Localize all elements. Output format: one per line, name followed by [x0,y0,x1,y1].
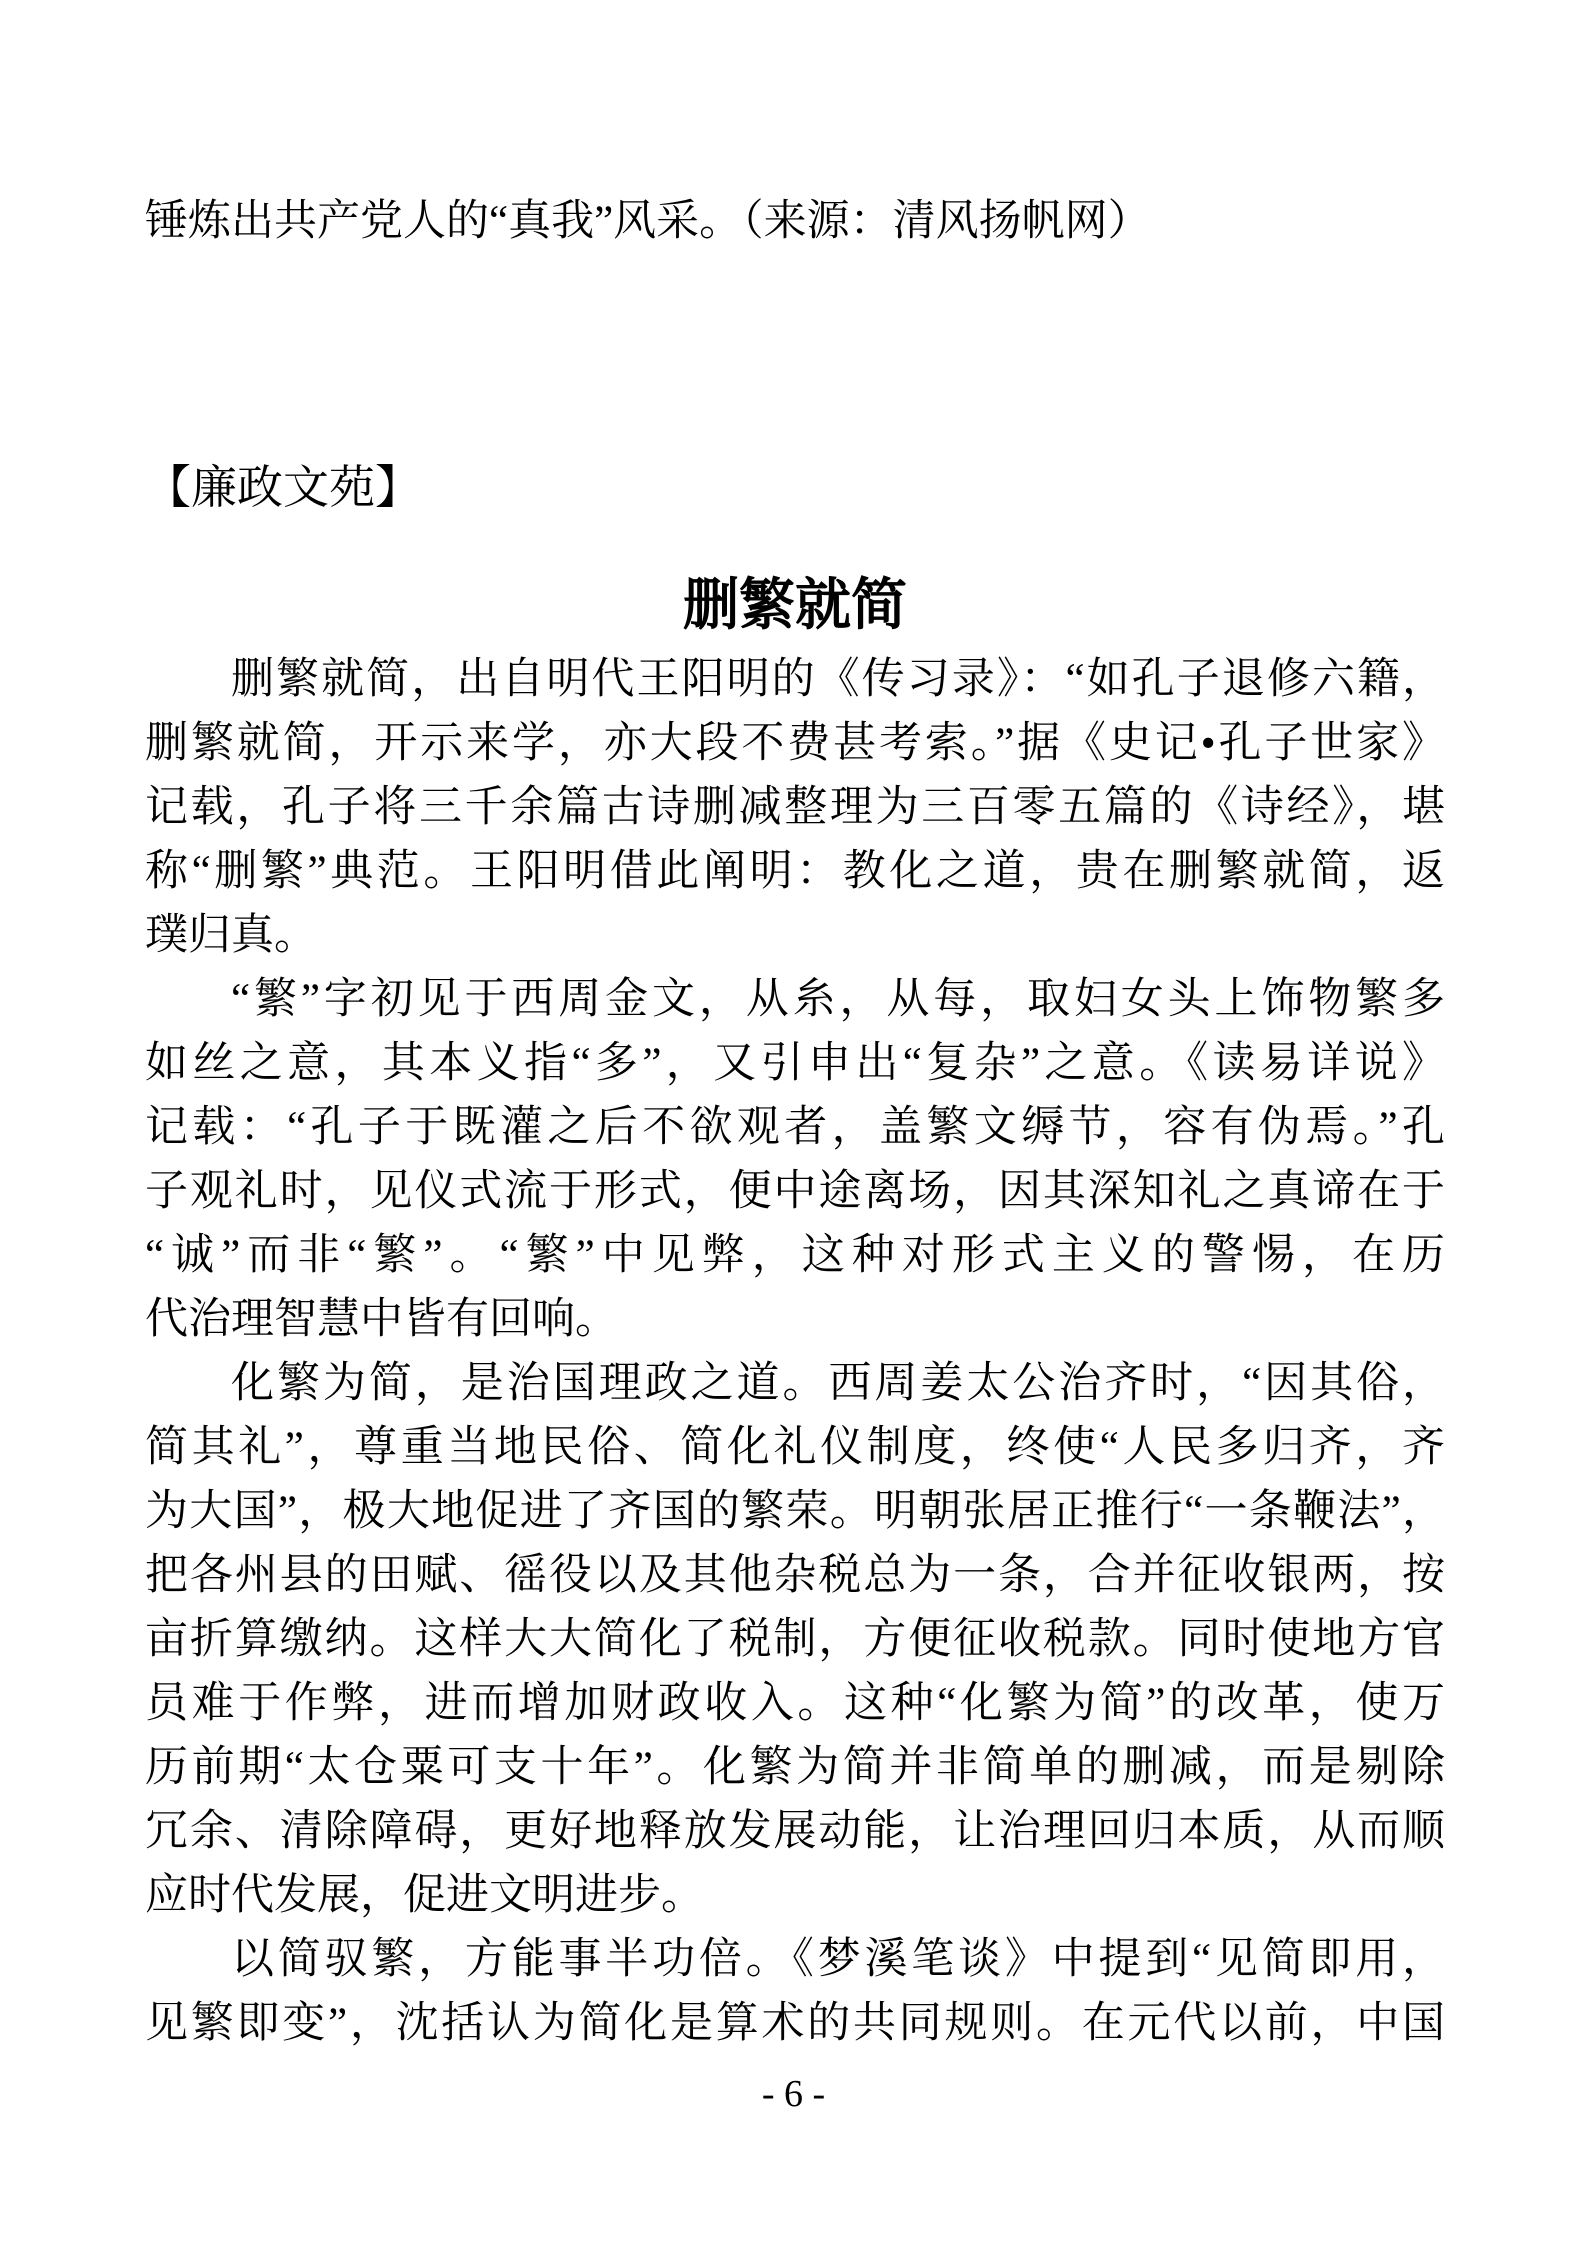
body-line: 把各州县的田赋、徭役以及其他杂税总为一条，合并征收银两，按 [145,1552,1445,1599]
body-line: 以简驭繁，方能事半功倍。《梦溪笔谈》中提到“见简即用， [231,1936,1445,1983]
body-line: 冗余、清除障碍，更好地释放发展动能，让治理回归本质，从而顺 [145,1808,1445,1855]
body-line: 记载，孔子将三千余篇古诗删减整理为三百零五篇的《诗经》，堪 [145,784,1445,831]
body-line: 亩折算缴纳。这样大大简化了税制，方便征收税款。同时使地方官 [145,1616,1445,1663]
body-line: 为大国”，极大地促进了齐国的繁荣。明朝张居正推行“一条鞭法”， [145,1488,1445,1535]
body-line: 代治理智慧中皆有回响。 [145,1296,618,1343]
section-header: 【廉政文苑】 [145,462,421,513]
body-line: 员难于作弊，进而增加财政收入。这种“化繁为简”的改革，使万 [145,1680,1445,1727]
page-number: - 6 - [761,2073,826,2115]
article-body [145,648,1445,2056]
body-line: 删繁就简，出自明代王阳明的《传习录》：“如孔子退修六籍， [231,656,1445,703]
body-line: 化繁为简，是治国理政之道。西周姜太公治齐时，“因其俗， [231,1360,1445,1407]
body-line: 删繁就简，开示来学，亦大段不费甚考索。”据《史记•孔子世家》 [145,720,1445,767]
continuation-line: 锤炼出共产党人的“真我”风采。（来源：清风扬帆网） [145,198,1151,245]
body-line: “诚”而非“繁”。“繁”中见弊，这种对形式主义的警惕，在历 [145,1232,1445,1279]
article-title: 删繁就简 [683,575,907,637]
body-line: 称“删繁”典范。王阳明借此阐明：教化之道，贵在删繁就简，返 [145,848,1445,895]
body-line: 子观礼时，见仪式流于形式，便中途离场，因其深知礼之真谛在于 [145,1168,1445,1215]
body-line: “繁”字初见于西周金文，从糸，从每，取妇女头上饰物繁多 [231,976,1445,1023]
body-line: 如丝之意，其本义指“多”，又引申出“复杂”之意。《读易详说》 [145,1040,1445,1087]
body-line: 璞归真。 [145,912,317,959]
body-line: 应时代发展，促进文明进步。 [145,1872,704,1919]
body-line: 简其礼”，尊重当地民俗、简化礼仪制度，终使“人民多归齐，齐 [145,1424,1445,1471]
body-line: 记载：“孔子于既灌之后不欲观者，盖繁文缛节，容有伪焉。”孔 [145,1104,1445,1151]
body-line: 历前期“太仓粟可支十年”。化繁为简并非简单的删减，而是剔除 [145,1744,1445,1791]
body-line: 见繁即变”，沈括认为简化是算术的共同规则。在元代以前，中国 [145,2000,1445,2047]
